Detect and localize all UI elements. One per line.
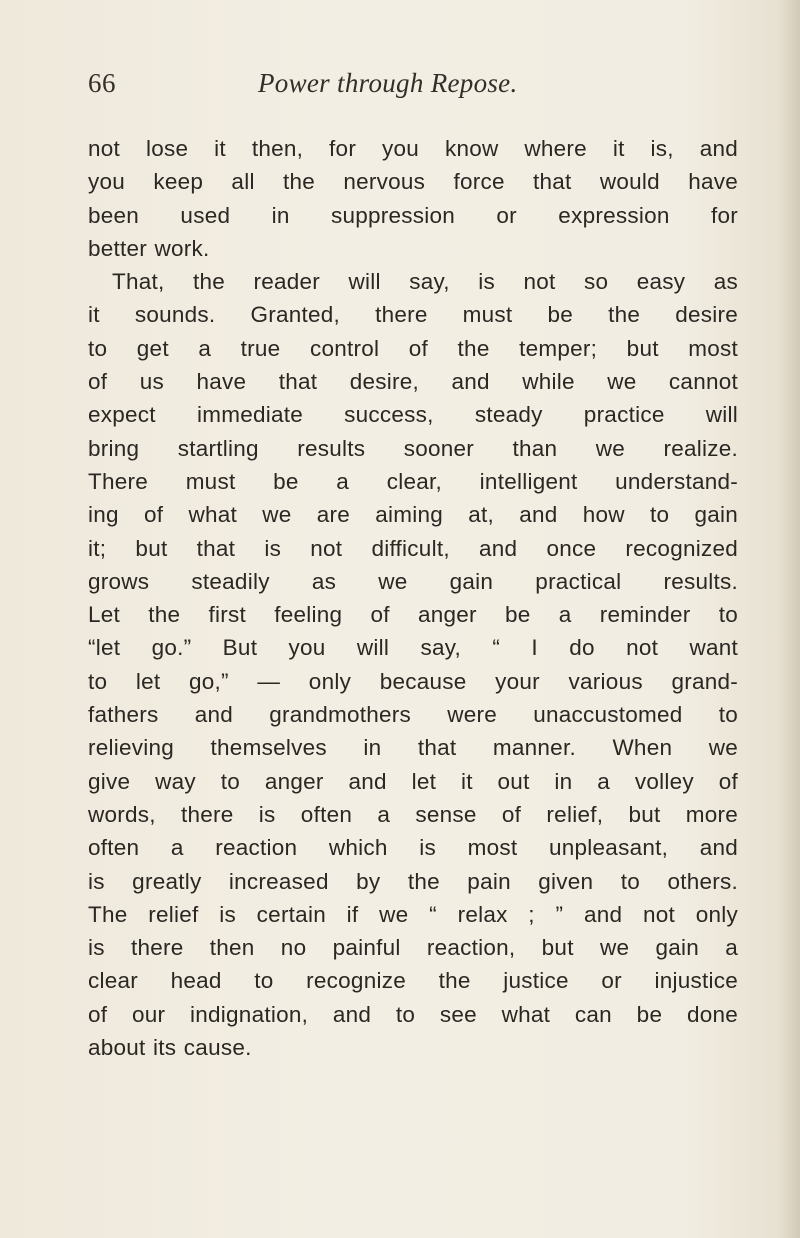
text-line: Let the first feeling of anger be a reminder to — [88, 602, 738, 628]
text-line: expect immediate success, steady practice will — [88, 402, 738, 428]
page-number: 66 — [88, 68, 116, 98]
text-line: not lose it then, for you know where it is, and — [88, 136, 738, 161]
text-line: been used in suppression or expression for — [88, 202, 738, 228]
page-edge-shadow — [778, 0, 800, 1238]
text-line: it sounds. Granted, there must be the desire — [88, 302, 738, 328]
text-line: you keep all the nervous force that would have — [88, 169, 738, 195]
text-line: to let go,” — only because your various grand- — [88, 668, 738, 694]
running-title: Power through Repose. — [258, 68, 518, 98]
text-line: better work. — [88, 235, 210, 261]
running-head — [88, 68, 738, 108]
text-line: “let go.” But you will say, “ I do not want — [88, 635, 738, 661]
text-line: is there then no painful reaction, but we gain a — [88, 935, 738, 961]
text-line: often a reaction which is most unpleasant, and — [88, 835, 738, 861]
text-line: give way to anger and let it out in a volley of — [88, 768, 738, 794]
text-line: of us have that desire, and while we cannot — [88, 369, 738, 395]
text-line: relieving themselves in that manner. When we — [88, 735, 738, 761]
text-line: grows steadily as we gain practical results. — [88, 568, 738, 594]
text-line: The relief is certain if we “ relax ; ” and not only — [88, 901, 738, 927]
text-line: it; but that is not difficult, and once recognized — [88, 535, 738, 561]
text-line: of our indignation, and to see what can be done — [88, 1001, 738, 1027]
text-line: is greatly increased by the pain given to others. — [88, 868, 738, 894]
text-line: That, the reader will say, is not so easy as — [112, 269, 738, 295]
text-line: There must be a clear, intelligent understand- — [88, 468, 738, 494]
text-line: ing of what we are aiming at, and how to gain — [88, 502, 738, 528]
body-text — [88, 132, 738, 1064]
text-line: clear head to recognize the justice or injustice — [88, 968, 738, 994]
text-line: fathers and grandmothers were unaccustomed to — [88, 702, 738, 728]
text-line: to get a true control of the temper; but most — [88, 335, 738, 361]
text-line: words, there is often a sense of relief, but more — [88, 801, 738, 827]
text-line: about its cause. — [88, 1035, 252, 1061]
text-line: bring startling results sooner than we realize. — [88, 435, 738, 461]
